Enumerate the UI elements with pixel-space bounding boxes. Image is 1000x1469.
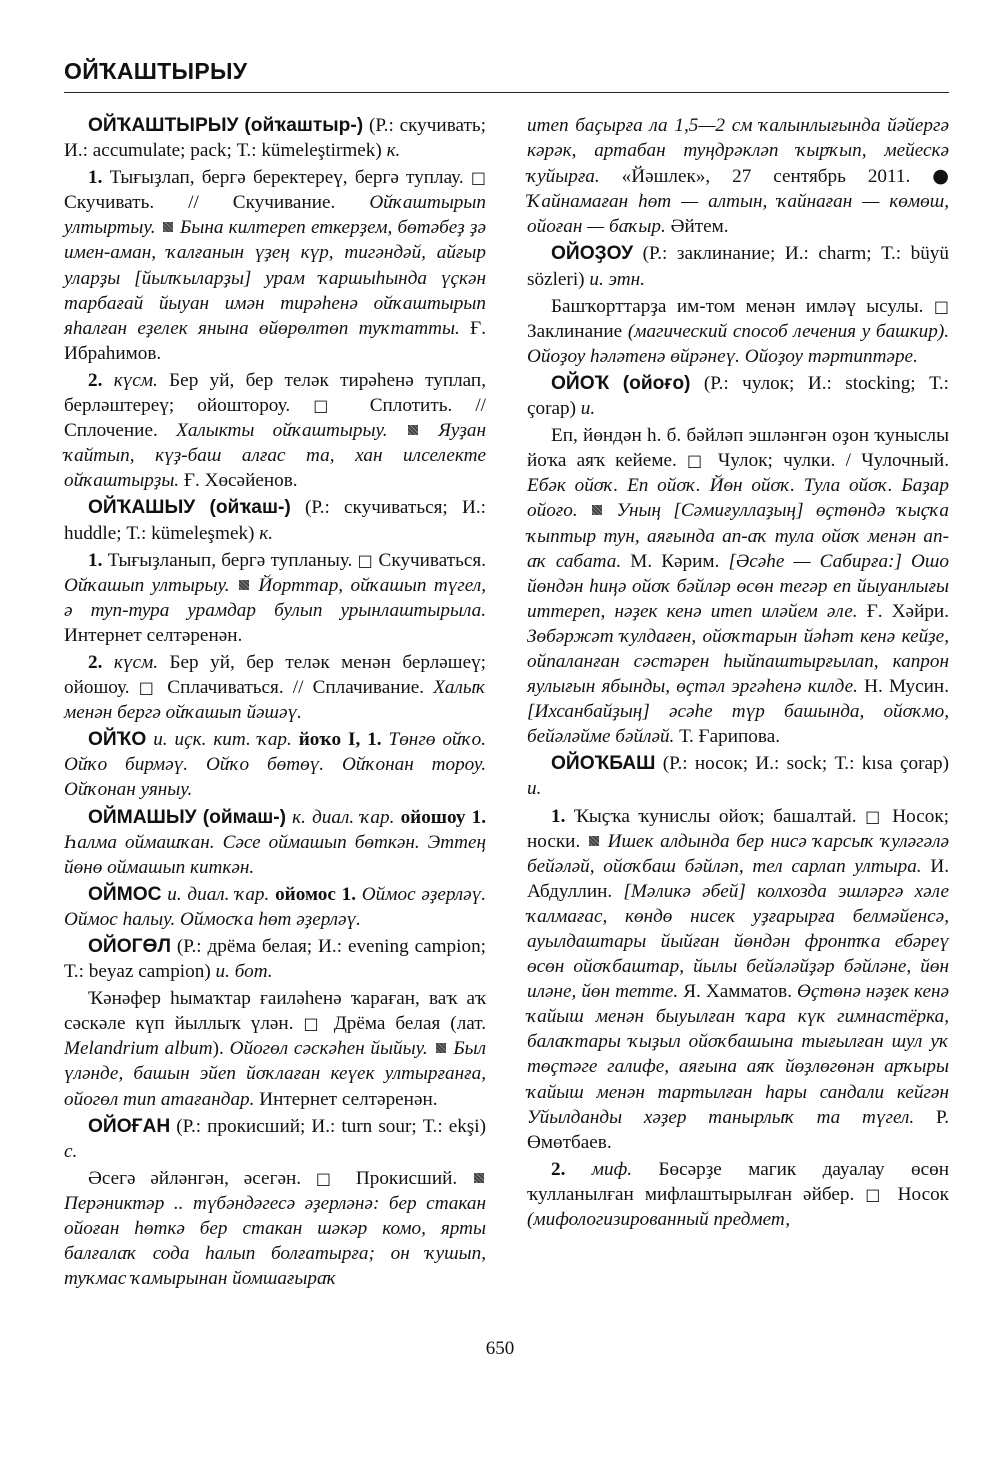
- cross-reference: ойошоу 1.: [400, 806, 487, 828]
- headword: ОЙҠАШЫУ: [88, 497, 196, 519]
- example-marker-icon: [474, 1173, 484, 1183]
- russian-equivalent: Заклинание: [527, 320, 623, 342]
- quotation-author: Н. Мусин.: [864, 676, 949, 698]
- usage-label: и. этн.: [589, 268, 645, 290]
- headword: ОЙМОС: [88, 883, 162, 905]
- example: Төнгө ойҡо. Ойҡо бирмәү. Ойҡо бөтөү. Ойҡонан тороу. Ойҡонан уяныу.: [64, 729, 487, 801]
- definition: Бер уй, бер теләк тирәһенә туплап, берләштереү; ойоштороу.: [64, 369, 486, 417]
- definition-paragraph: [64, 1166, 486, 1291]
- quotation-author: И. Абдуллин.: [527, 855, 949, 902]
- headword: ОЙОҠ: [551, 372, 610, 394]
- usage-label: и. диал. ҡар.: [167, 883, 270, 905]
- equivalents: (Р.: прокисший; И.: turn sour; Т.: ekşi): [176, 1115, 486, 1137]
- definition: Тығыҙланып, бергә тупланыу.: [107, 549, 353, 571]
- quotation: [Әсәһе — Сабирға:] Ошо йөндән һиңә ойоҡ бәйләр өсөн тегәр еп йыуанлығы иттереп, нәҙек кенә итеп иләйем әле.: [527, 550, 949, 622]
- cross-reference: йоҡо I, 1.: [298, 729, 382, 751]
- entry-oyogol: [64, 934, 486, 984]
- white-square-icon: □: [865, 1184, 887, 1204]
- definition: Әсегә әйләнгән, әсегән.: [88, 1167, 302, 1189]
- headword: ОЙОГӨЛ: [88, 936, 171, 957]
- entry-oyko: [64, 727, 486, 802]
- example-marker-icon: [592, 505, 602, 515]
- entry-oymashyu: [64, 805, 486, 880]
- sense-number: 2.: [88, 651, 103, 673]
- definition-paragraph: [527, 423, 949, 749]
- entry-oymos: [64, 882, 486, 932]
- cross-reference: ойомос 1.: [275, 883, 357, 905]
- definition: Еп, йөндән һ. б. бәйләп эшләнгән оҙон ҡуныслы йоҡа аяҡ кейеме.: [527, 425, 949, 472]
- quotation-author: М. Кәрим.: [630, 550, 720, 572]
- definition-paragraph: [527, 294, 949, 369]
- entry-oyok: [527, 371, 949, 421]
- russian-equivalent: Носок: [897, 1183, 950, 1205]
- definition: Тығыҙлап, бергә беректереү, бергә туплау.: [109, 167, 464, 189]
- quotation-author: Интернет селтәренән.: [64, 624, 243, 646]
- white-square-icon: □: [303, 1014, 324, 1034]
- white-square-icon: □: [357, 550, 374, 570]
- example-marker-icon: [589, 836, 599, 846]
- equivalents: (Р.: скучивать; И.: accumulate; pack; Т.: kümeleştirmek): [64, 115, 486, 162]
- example-marker-icon: [436, 1043, 446, 1053]
- quotation-author: Ғ. Ибраһимов.: [64, 317, 487, 364]
- quotation-author: Ғ. Хөсәйенов.: [183, 470, 298, 492]
- quotation-author: Ғ. Хәйри.: [866, 600, 949, 622]
- sense-number: 2.: [551, 1158, 566, 1180]
- verb-form: (оймаш-): [202, 806, 287, 828]
- white-square-icon: □: [138, 678, 159, 698]
- headword: ОЙМАШЫУ: [88, 806, 197, 828]
- entry-oyokbash: [527, 751, 949, 801]
- equivalents: (Р.: чулок; И.: stocking; Т.: çorap): [527, 372, 950, 420]
- headword: ОЙОҠБАШ: [551, 753, 656, 775]
- sense-number: 2.: [88, 369, 103, 391]
- russian-equivalent: Сплачиваться. // Сплачивание.: [167, 677, 425, 699]
- white-square-icon: □: [687, 451, 708, 471]
- russian-equivalent: Носок; носки.: [527, 805, 949, 852]
- quotation: [Ихсанбайҙың] әсәһе түр башында, ойоҡмо, бейәләйме бәйләй.: [527, 701, 949, 748]
- entry-oykashyu: [64, 495, 486, 545]
- quotation-continuation: [527, 113, 949, 239]
- example: Ойҡашып ултырыу.: [64, 574, 230, 596]
- entry-oykashtyryu: [64, 113, 486, 163]
- noun-form: (ойоғо): [622, 372, 691, 394]
- russian-equivalent: Скучиваться.: [378, 549, 486, 571]
- usage-label: и. бот.: [215, 961, 273, 983]
- bullet-icon: ●: [932, 164, 950, 188]
- sense-1: [64, 548, 486, 648]
- pos-label: к.: [259, 522, 274, 544]
- headword: ОЙҠАШТЫРЫУ: [88, 115, 239, 136]
- usage-label: и. иҫк. кит. ҡар.: [153, 729, 292, 751]
- proverb-source: Әйтем.: [670, 216, 729, 238]
- russian-equivalent: Сплотить. // Сплочение.: [64, 395, 486, 442]
- definition: Бер уй, бер теләк менән берләшеү; ойошоу.: [64, 651, 487, 699]
- equivalents: (Р.: носок; И.: sock; Т.: kısa çorap): [662, 753, 950, 775]
- quotation-author: Интернет селтәренән.: [259, 1088, 438, 1110]
- example: Оймос әҙерләү. Оймос һалыу. Оймосҡа һөт әҙерләү.: [64, 883, 487, 930]
- left-column: [64, 113, 486, 1293]
- white-square-icon: □: [313, 396, 347, 416]
- quotation-author: Т. Ғарипова.: [679, 726, 781, 748]
- example: Һалма оймашҡан. Сәсе оймашып бөткән. Эттең йөнө оймашып киткән.: [64, 831, 486, 878]
- headword: ОЙОҒАН: [88, 1115, 171, 1137]
- example: Ойҡаштырып ултыртыу.: [64, 192, 486, 239]
- equivalents: (Р.: дрёма белая; И.: evening campion; Т.: beyaz campion): [64, 936, 486, 983]
- page-number: 650: [485, 1338, 515, 1359]
- latin-name: Melandrium album: [64, 1038, 213, 1060]
- white-square-icon: □: [470, 168, 486, 188]
- usage-label: күсм.: [113, 651, 159, 673]
- proverb: Ҡайнамаған һөт — алтын, ҡайнаған — көмөш, ойоған — баҡыр.: [527, 191, 949, 238]
- white-square-icon: □: [315, 1168, 342, 1188]
- header-rule: [64, 92, 949, 93]
- definition: Башҡорттарҙа им-том менән имләү ысулы.: [551, 295, 924, 317]
- sense-2: [64, 368, 486, 493]
- example: Ебәк ойоҡ. Еп ойоҡ. Йөн ойоҡ. Тула ойоҡ. Баҙар ойоғо.: [527, 475, 949, 522]
- example: Ойогөл сәскәһен йыйыу.: [229, 1038, 428, 1060]
- definition: Ҡәнәфер һымаҡтар ғаиләһенә ҡараған, ваҡ аҡ сәскәле күп йыллыҡ үлән.: [64, 988, 486, 1035]
- quotation: Яуҙан ҡайтып, күҙ-баш алғас та, хан илселекте ойҡаштырҙы.: [64, 420, 486, 492]
- definition: Бөсәрҙе магик дауалау өсөн ҡулланылған мифлаштырылған әйбер.: [527, 1158, 950, 1205]
- russian-equivalent: Прокисший.: [355, 1167, 458, 1189]
- russian-equivalent: Дрёма белая (лат.: [333, 1013, 487, 1035]
- pos-label: с.: [64, 1140, 78, 1162]
- entry-oyozou: [527, 241, 949, 291]
- russian-equivalent-end: ).: [212, 1038, 224, 1060]
- sense-number: 1.: [88, 549, 103, 571]
- example: Халыкты ойҡаштырыу.: [176, 420, 388, 442]
- pos-label: и.: [580, 398, 596, 420]
- pos-label: и.: [527, 778, 542, 800]
- definition-paragraph: [64, 986, 486, 1111]
- right-column: [527, 113, 949, 1234]
- quotation: Ишек алдында бер нисә ҡарсыҡ ҡуләгәлә бейәләй, ойоҡбаш бәйләп, тел сарлап ултыра.: [527, 830, 949, 877]
- headword: ОЙҠО: [88, 729, 147, 751]
- example: Ойоҙоу һәләтенә өйрәнеү. Ойоҙоу тәртиптәре.: [527, 345, 918, 367]
- quotation: Уның [Сәмиғуллаҙың] өҫтөндә ҡыҫҡа ҡыптыр тун, аяғында ап-аҡ тула ойоҡ менән ап-аҡ сабата.: [527, 500, 950, 572]
- russian-equivalent: Чулок; чулки. / Чулочный.: [717, 450, 949, 472]
- quotation: Перәниктәр .. түбәндәгесә әҙерләнә: бер стакан ойоған һөткә бер стакан шәкәр комо, ярты балғалаҡ сода һалып болғатырға; он ҡушып, туҡмас ҡамырынан йомшағыраҡ: [64, 1192, 486, 1290]
- sense-1: [527, 804, 949, 1155]
- example-marker-icon: [408, 425, 418, 435]
- verb-form: (ойҡаштыр-): [244, 115, 364, 136]
- quotation: итеп баҫырға ла 1,5—2 см ҡалынлығында йәйергә кәрәк, артабан туңдрәкләп ҡырҡып, мейескә ҡуйырға.: [527, 115, 949, 188]
- usage-label: к. диал. ҡар.: [292, 806, 395, 828]
- pos-label: к.: [386, 140, 401, 162]
- running-head: ОЙҠАШТЫРЫУ: [64, 58, 248, 84]
- example-marker-icon: [239, 580, 249, 590]
- quotation-author: Р. Өмөтбаев.: [527, 1106, 950, 1153]
- quotation-author: «Йәшлек», 27 сентябрь 2011.: [621, 166, 911, 188]
- verb-form: (ойҡаш-): [209, 497, 291, 519]
- quotation: Йорттар, ойҡашып түгел, ә туп-тура урамдар булып урынлаштырыла.: [64, 574, 486, 621]
- white-square-icon: □: [865, 806, 884, 826]
- definition: Ҡыҫҡа ҡунислы ойоҡ; башалтай.: [573, 805, 857, 827]
- quotation: [Мәликә әбей] колхозда эшләргә хәле ҡалмағас, көндө нисек уҙғарырға белмәйенсә, ауылдаштары йыйған йөндән фронтҡа ебәреү өсөн ойоҡбаштар, йылы бейәләйҙәр бәйләне, йөн иләне, йөн тетте.: [527, 880, 950, 1003]
- sense-1: [64, 165, 486, 366]
- usage-label: миф.: [591, 1158, 633, 1180]
- russian-note: (магический способ лечения у башкир).: [627, 320, 950, 342]
- entry-oyogan: [64, 1114, 486, 1164]
- equivalents: (Р.: заклинание; И.: charm; Т.: büyü sözleri): [527, 243, 949, 290]
- equivalents: (Р.: скучиваться; И.: huddle; Т.: kümeleşmek): [64, 497, 486, 544]
- headword: ОЙОҘОУ: [551, 243, 634, 265]
- russian-equivalent: Скучивать. // Скучивание.: [64, 192, 336, 214]
- example: Халыҡ менән бергә ойҡашып йәшәү.: [64, 677, 486, 724]
- russian-note: (мифологизированный предмет,: [527, 1209, 791, 1231]
- quotation: Зөбәржәт ҡулдағен, ойоҡтарын йәһәт кенә кейҙе, ойпаланған сәстәрен һыйпаштырғылап, капрон яулығын ябынды, өҫтәл эргәһенә килде.: [527, 625, 949, 698]
- quotation: Был үләнде, башын эйеп йоҡлаған кеүек ултырғанға, ойогөл тип атағандар.: [64, 1038, 487, 1110]
- usage-label: күсм.: [113, 369, 158, 391]
- sense-2: [64, 650, 486, 725]
- quotation: Өҫтөнә нәҙек кенә ҡайыш менән быуылған ҡара күк гимнастёрка, балаҡтары ҡыҙыл ойоҡбашына тығылған шул уҡ төҫтәге галифе, аяғына аяҡ йөҙлөгөнән арҡыры ҡайыш менән тартылған һары сандали кейгән Уйылданды хәҙер танырлыҡ та түгел.: [527, 981, 950, 1128]
- quotation: Бына килтереп еткерҙем, бөтәбеҙ ҙә имен-аман, ҡалғанын үҙең күр, тигәндәй, айғыр уларҙы [йылҡыларҙы] урам ҡаршыһында үҫкән тарбағай йыуан имән тирәһенә ойҡаштырып яһалған еҙелек янына өйөрөлтөп туҡтатты.: [64, 217, 486, 339]
- example-marker-icon: [163, 222, 173, 232]
- sense-number: 1.: [88, 167, 103, 189]
- sense-number: 1.: [551, 805, 566, 827]
- white-square-icon: □: [933, 296, 950, 316]
- sense-2: [527, 1157, 949, 1232]
- quotation-author: Я. Хамматов.: [683, 981, 792, 1003]
